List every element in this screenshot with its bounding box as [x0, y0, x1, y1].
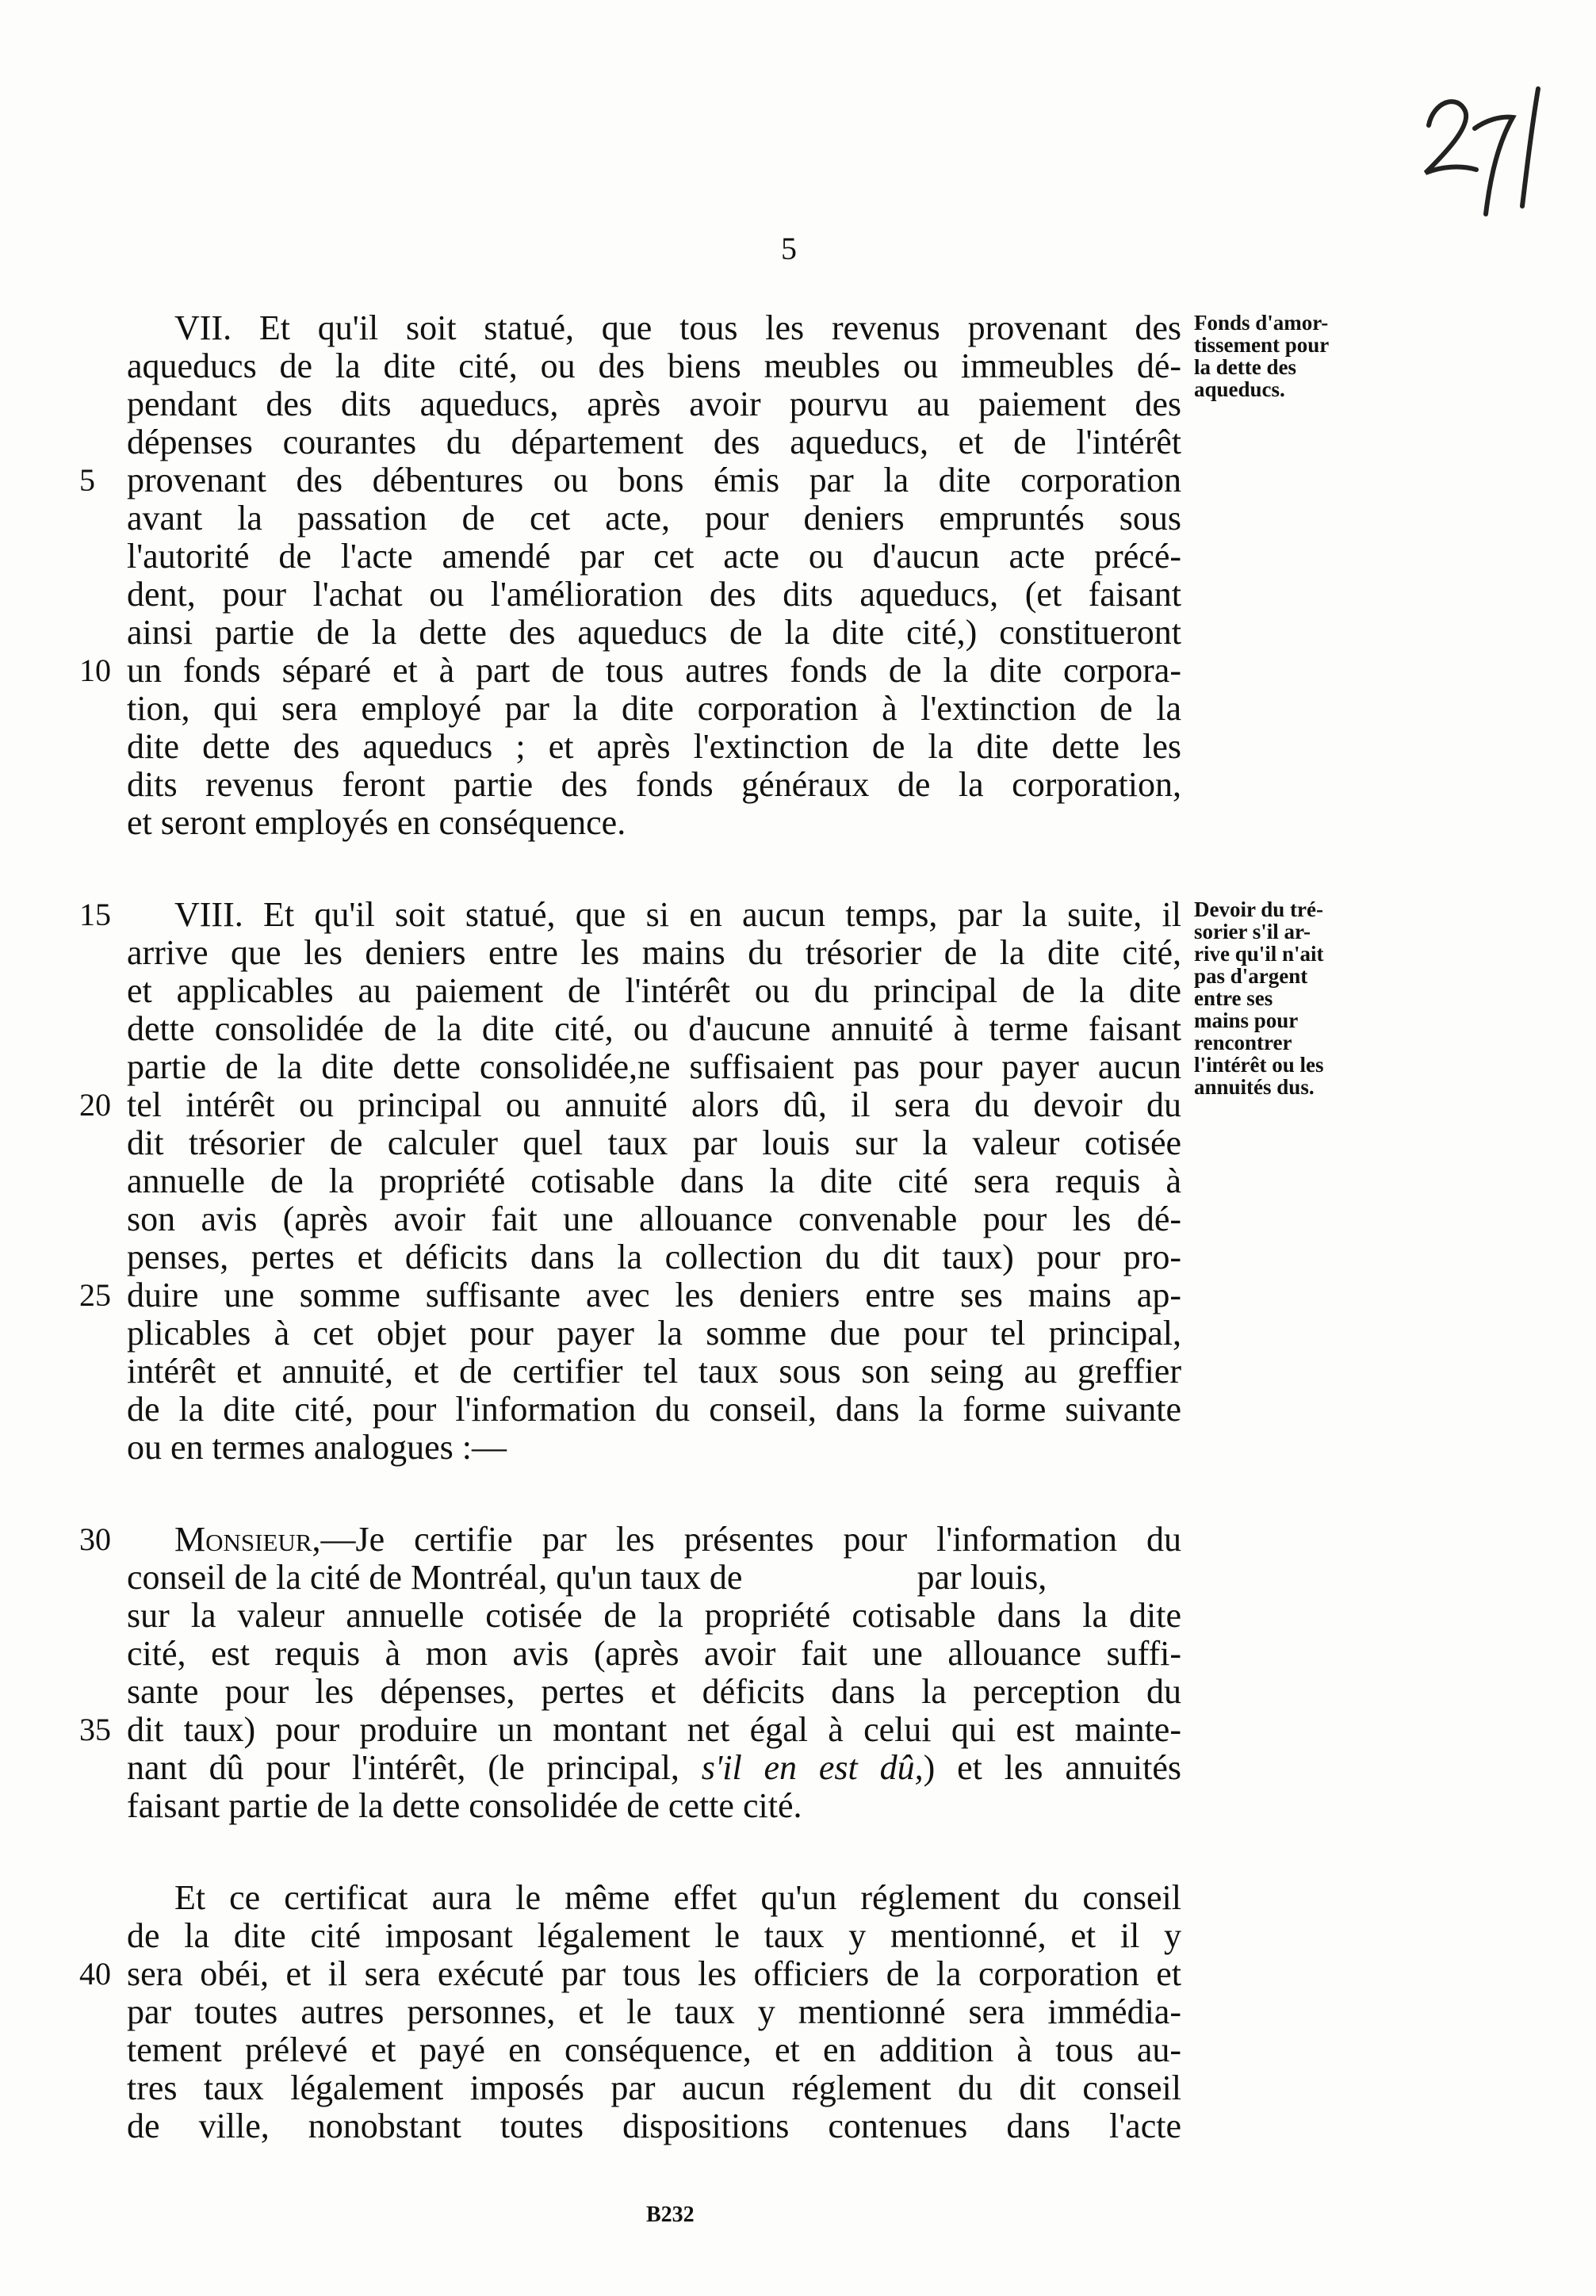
text-span: ) et les annuités: [923, 1748, 1182, 1787]
margin-note-line: annuités dus.: [1194, 1075, 1315, 1099]
text-line: tres taux légalement imposés par aucun réglement du dit conseil: [127, 2068, 1181, 2107]
text-line: un fonds séparé et à part de tous autres fonds de la dite corpora-: [127, 651, 1181, 690]
text-span: nant dû pour l'intérêt, (le principal,: [127, 1748, 702, 1787]
text-line: ainsi partie de la dette des aqueducs de la dite cité,) constitueront: [127, 613, 1181, 652]
text-line: sera obéi, et il sera exécuté par tous les officiers de la corporation et: [127, 1954, 1181, 1993]
line-number: 35: [79, 1712, 111, 1747]
margin-note-line: tissement pour: [1194, 333, 1330, 357]
text-line: avant la passation de cet acte, pour deniers empruntés sous: [127, 499, 1181, 538]
text-line: [127, 1749, 1181, 1787]
margin-note-line: entre ses: [1194, 986, 1273, 1010]
text-line: duire une somme suffisante avec les deniers entre ses mains ap-: [127, 1276, 1181, 1314]
line-number: 40: [79, 1956, 111, 1992]
text-line: de la dite cité imposant légalement le taux y mentionné, et il y: [127, 1916, 1181, 1955]
page-number: 5: [781, 231, 797, 266]
text-line: partie de la dite dette consolidée,ne suffisaient pas pour payer aucun: [127, 1047, 1181, 1086]
text-line: cité, est requis à mon avis (après avoir fait une allouance suffi-: [127, 1634, 1181, 1673]
text-line: tement prélevé et payé en conséquence, et en addition à tous au-: [127, 2030, 1181, 2069]
text-line: VII. Et qu'il soit statué, que tous les revenus provenant des: [174, 308, 1181, 347]
margin-note-line: l'intérêt ou les: [1194, 1053, 1324, 1077]
text-line: penses, pertes et déficits dans la collection du dit taux) pour pro-: [127, 1238, 1181, 1276]
margin-note-line: la dette des: [1194, 355, 1296, 379]
text-line: tel intérêt ou principal ou annuité alors dû, il sera du devoir du: [127, 1085, 1181, 1124]
text-line: ou en termes analogues :—: [127, 1428, 507, 1467]
margin-note-line: rive qu'il n'ait: [1194, 942, 1324, 966]
signature-mark: B232: [646, 2202, 695, 2227]
text-line: son avis (après avoir fait une allouance convenable pour les dé-: [127, 1200, 1181, 1238]
text-line: provenant des débentures ou bons émis par la dite corporation: [127, 461, 1181, 499]
line-number: 25: [79, 1277, 111, 1313]
text-line: Et ce certificat aura le même effet qu'un réglement du conseil: [174, 1878, 1181, 1917]
text-line: arrive que les deniers entre les mains du trésorier de la dite cité,: [127, 933, 1181, 972]
text-line: VIII. Et qu'il soit statué, que si en aucun temps, par la suite, il: [174, 895, 1181, 934]
margin-note-line: mains pour: [1194, 1008, 1299, 1032]
line-number: 15: [79, 897, 111, 932]
text-line: de ville, nonobstant toutes dispositions contenues dans l'acte: [127, 2107, 1181, 2145]
text-line: dit taux) pour produire un montant net égal à celui qui est mainte-: [127, 1710, 1181, 1749]
text-line: sur la valeur annuelle cotisée de la propriété cotisable dans la dite: [127, 1596, 1181, 1635]
margin-note-line: sorier s'il ar-: [1194, 920, 1311, 943]
line-number: 10: [79, 652, 111, 688]
text-line: dits revenus feront partie des fonds généraux de la corporation,: [127, 765, 1181, 804]
text-line: annuelle de la propriété cotisable dans la dite cité sera requis à: [127, 1161, 1181, 1200]
text-line: sante pour les dépenses, pertes et déficits dans la perception du: [127, 1672, 1181, 1711]
margin-note-line: Devoir du tré-: [1194, 897, 1323, 921]
text-line: intérêt et annuité, et de certifier tel taux sous son seing au greffier: [127, 1352, 1181, 1391]
text-line: conseil de la cité de Montréal, qu'un taux de par louis,: [127, 1558, 1047, 1597]
text-line: par toutes autres personnes, et le taux y mentionné sera immédia-: [127, 1992, 1181, 2031]
salutation: Monsieur,: [174, 1520, 321, 1559]
text-line: dit trésorier de calculer quel taux par louis sur la valeur cotisée: [127, 1123, 1181, 1162]
margin-note-viii: [1194, 898, 1424, 1098]
text-line: dette consolidée de la dite cité, ou d'aucune annuité à terme faisant: [127, 1009, 1181, 1048]
text-line: et seront employés en conséquence.: [127, 803, 626, 842]
margin-note-line: pas d'argent: [1194, 964, 1308, 988]
margin-note-vii: [1194, 312, 1424, 400]
text-line: aqueducs de la dite cité, ou des biens meubles ou immeubles dé-: [127, 346, 1181, 385]
text-line: de la dite cité, pour l'information du conseil, dans la forme suivante: [127, 1390, 1181, 1429]
handwritten-folio-number: [1419, 79, 1546, 230]
text-line: dite dette des aqueducs ; et après l'extinction de la dite dette les: [127, 727, 1181, 766]
italic-span: s'il en est dû,: [701, 1748, 924, 1787]
text-line: [174, 1521, 1181, 1559]
text-line: et applicables au paiement de l'intérêt ou du principal de la dite: [127, 971, 1181, 1010]
line-number: 5: [79, 462, 95, 498]
margin-note-line: rencontrer: [1194, 1031, 1292, 1054]
text-line: tion, qui sera employé par la dite corporation à l'extinction de la: [127, 689, 1181, 728]
line-number: 20: [79, 1087, 111, 1123]
text-line: dent, pour l'achat ou l'amélioration des dits aqueducs, (et faisant: [127, 575, 1181, 614]
text-line: pendant des dits aqueducs, après avoir pourvu au paiement des: [127, 385, 1181, 423]
text-line: faisant partie de la dette consolidée de cette cité.: [127, 1786, 802, 1825]
line-number: 30: [79, 1521, 111, 1557]
text-line: dépenses courantes du département des aqueducs, et de l'intérêt: [127, 423, 1181, 461]
text-line: l'autorité de l'acte amendé par cet acte ou d'aucun acte précé-: [127, 537, 1181, 576]
text-line: plicables à cet objet pour payer la somme due pour tel principal,: [127, 1314, 1181, 1353]
margin-note-line: Fonds d'amor-: [1194, 311, 1329, 335]
margin-note-line: aqueducs.: [1194, 377, 1285, 401]
text-span: —Je certifie par les présentes pour l'information du: [320, 1520, 1181, 1559]
